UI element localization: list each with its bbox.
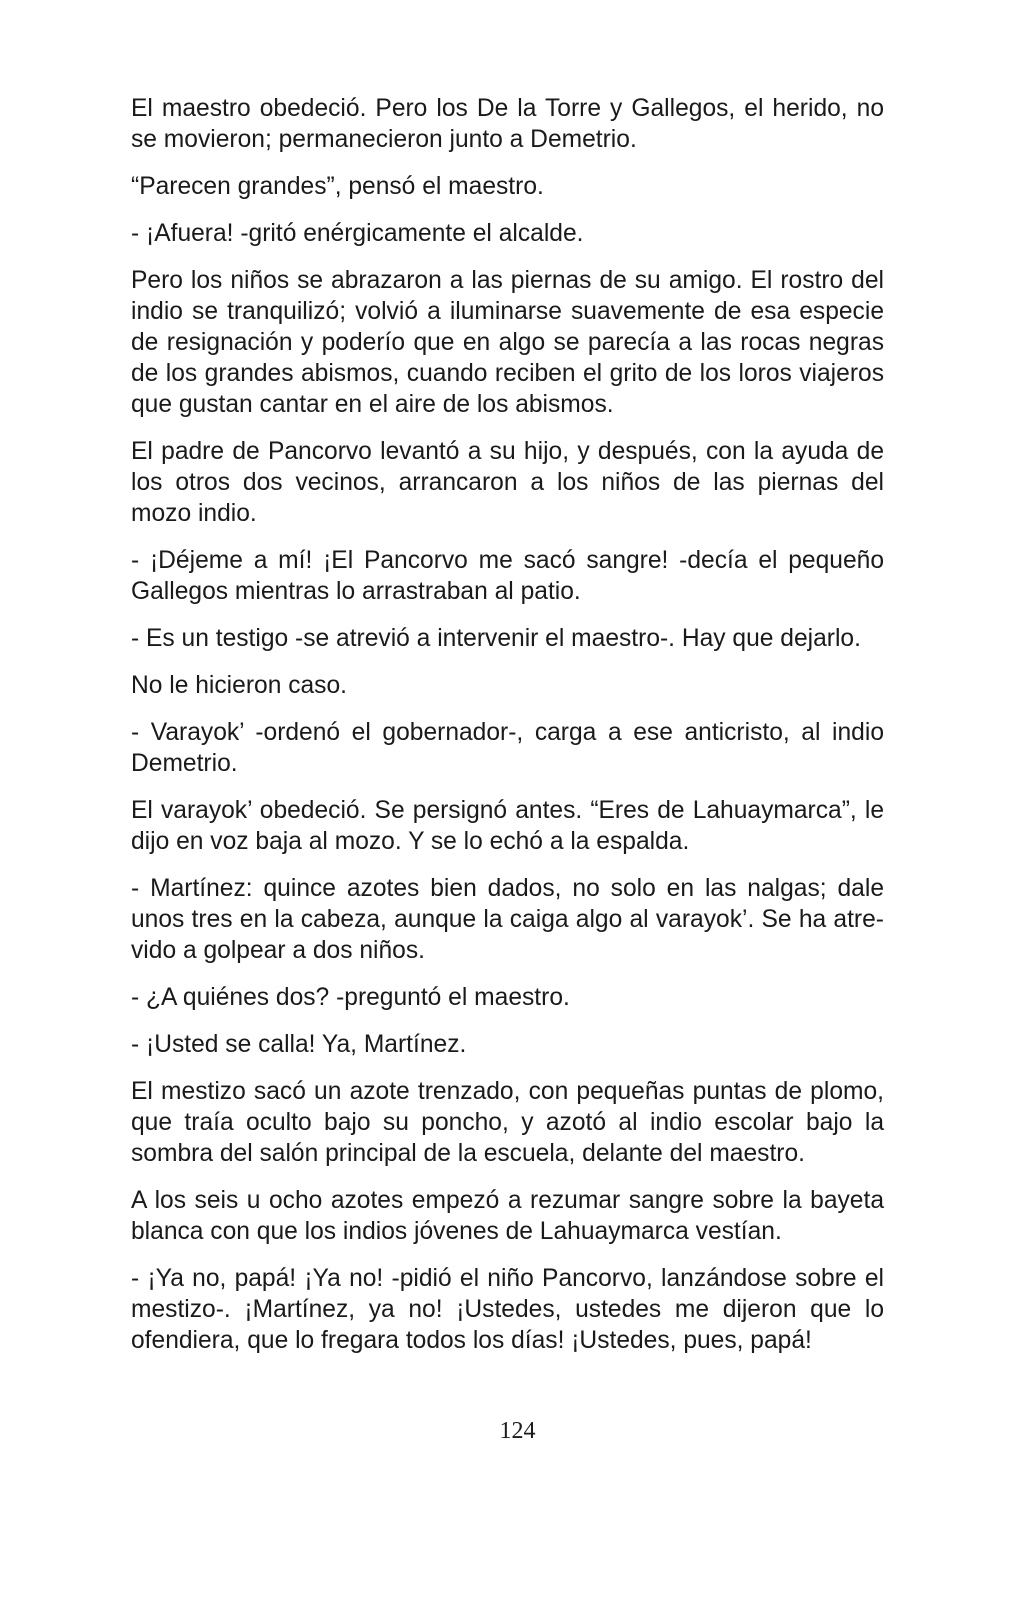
paragraph-4: Pero los niños se abrazaron a las piernas de su amigo. El rostro del indio se tranquilizó; volvió a iluminarse suavemente de esa especie de resignación y poderío que en algo se parecía a las rocas negras de los grandes abismos, cuando reciben el grito de los loros viajeros que gustan cantar en el aire de los abismos. — [131, 267, 884, 418]
paragraph-3: - ¡Afuera! -gritó enérgicamente el alcalde. — [131, 220, 584, 247]
paragraph-6: - ¡Déjeme a mí! ¡El Pancorvo me sacó sangre! -decía el pequeño Gallegos mientras lo arrastraban al patio. — [131, 547, 884, 605]
paragraph-13: - ¡Usted se calla! Ya, Martínez. — [131, 1031, 467, 1058]
paragraph-2: “Parecen grandes”, pensó el maestro. — [131, 173, 544, 200]
paragraph-12: - ¿A quiénes dos? -preguntó el maestro. — [131, 984, 570, 1011]
paragraph-10: El varayok’ obedeció. Se persignó antes. “Eres de Lahuaymarca”, le dijo en voz baja al mozo. Y se lo echó a la espalda. — [131, 797, 884, 855]
body-text — [131, 93, 884, 1372]
paragraph-11: - Martínez: quince azotes bien dados, no solo en las nalgas; dale unos tres en la cabeza, aunque la caiga algo al varayok’. Se ha atrevido a golpear a dos niños. — [131, 875, 884, 964]
paragraph-15: A los seis u ocho azotes empezó a rezumar sangre sobre la bayeta blanca con que los indios jóvenes de Lahuaymarca vestían. — [131, 1187, 884, 1245]
paragraph-14: El mestizo sacó un azote trenzado, con pequeñas puntas de plomo, que traía oculto bajo su poncho, y azotó al indio escolar bajo la sombra del salón principal de la escuela, delante del maestro. — [131, 1078, 884, 1167]
paragraph-1: El maestro obedeció. Pero los De la Torre y Gallegos, el herido, no se movieron; permanecieron junto a Demetrio. — [131, 95, 884, 153]
page-number: 124 — [499, 1418, 536, 1444]
paragraph-7: - Es un testigo -se atrevió a intervenir el maestro-. Hay que dejarlo. — [131, 625, 861, 652]
paragraph-8: No le hicieron caso. — [131, 672, 347, 699]
paragraph-16: - ¡Ya no, papá! ¡Ya no! -pidió el niño Pancorvo, lanzándose sobre el mestizo-. ¡Martínez, ya no! ¡Ustedes, ustedes me dijeron que lo ofendiera, que lo fregara todos los días! ¡Ustedes, pues, papá! — [131, 1265, 884, 1354]
paragraph-9: - Varayok’ -ordenó el gobernador-, carga a ese anticristo, al indio Demetrio. — [131, 719, 884, 777]
paragraph-5: El padre de Pancorvo levantó a su hijo, y después, con la ayuda de los otros dos vecinos, arrancaron a los niños de las piernas del mozo indio. — [131, 438, 884, 527]
